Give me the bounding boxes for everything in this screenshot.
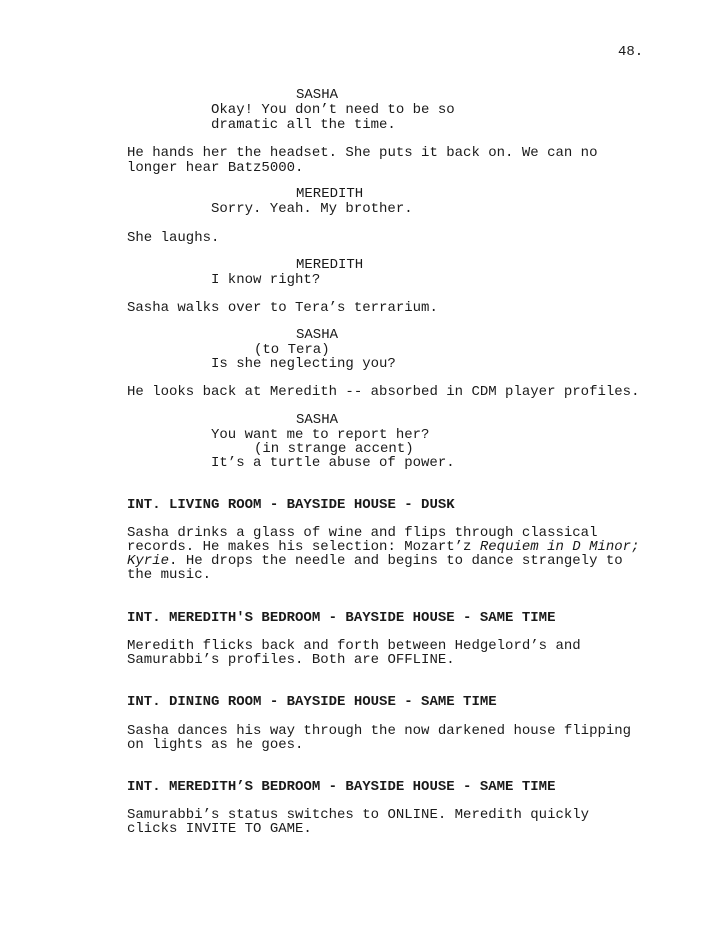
character-name: SASHA <box>296 412 339 428</box>
italic-title: Requiem in D Minor; <box>479 539 640 555</box>
dialogue-line: I know right? <box>211 272 321 288</box>
scene-heading: INT. MEREDITH’S BEDROOM - BAYSIDE HOUSE - SAME TIME <box>127 779 556 795</box>
dialogue-line: Is she neglecting you? <box>211 356 396 372</box>
action-line: Meredith flicks back and forth between Hedgelord’s and <box>127 638 581 654</box>
scene-heading: INT. LIVING ROOM - BAYSIDE HOUSE - DUSK <box>127 497 455 513</box>
action-line: He hands her the headset. She puts it back on. We can no <box>127 145 598 161</box>
action-text: records. He makes his selection: Mozart’z <box>127 539 480 555</box>
parenthetical: (to Tera) <box>254 342 330 358</box>
character-name: MEREDITH <box>296 186 364 202</box>
dialogue-line: dramatic all the time. <box>211 117 396 133</box>
page-number: 48. <box>618 44 644 60</box>
character-name: SASHA <box>296 87 339 103</box>
action-line: the music. <box>127 567 212 583</box>
scene-heading: INT. DINING ROOM - BAYSIDE HOUSE - SAME TIME <box>127 694 497 710</box>
action-line: Sasha drinks a glass of wine and flips through classical <box>127 525 598 541</box>
dialogue-line: Okay! You don’t need to be so <box>211 102 455 118</box>
action-line: She laughs. <box>127 230 220 246</box>
action-line: on lights as he goes. <box>127 737 304 753</box>
action-line: He looks back at Meredith -- absorbed in CDM player profiles. <box>127 384 640 400</box>
action-text: . He drops the needle and begins to dance strangely to <box>169 553 623 569</box>
dialogue-line: Sorry. Yeah. My brother. <box>211 201 413 217</box>
dialogue-line: You want me to report her? <box>211 427 430 443</box>
parenthetical: (in strange accent) <box>254 441 414 457</box>
action-line: Sasha walks over to Tera’s terrarium. <box>127 300 438 316</box>
character-name: MEREDITH <box>296 257 364 273</box>
scene-heading: INT. MEREDITH'S BEDROOM - BAYSIDE HOUSE - SAME TIME <box>127 610 556 626</box>
action-line: Samurabbi’s profiles. Both are OFFLINE. <box>127 652 455 668</box>
action-line: longer hear Batz5000. <box>127 160 304 176</box>
action-line: Samurabbi’s status switches to ONLINE. Meredith quickly <box>127 807 590 823</box>
action-line: Sasha dances his way through the now darkened house flipping <box>127 723 632 739</box>
character-name: SASHA <box>296 327 339 343</box>
italic-title: Kyrie <box>127 553 170 569</box>
dialogue-line: It’s a turtle abuse of power. <box>211 455 455 471</box>
action-line: clicks INVITE TO GAME. <box>127 821 312 837</box>
